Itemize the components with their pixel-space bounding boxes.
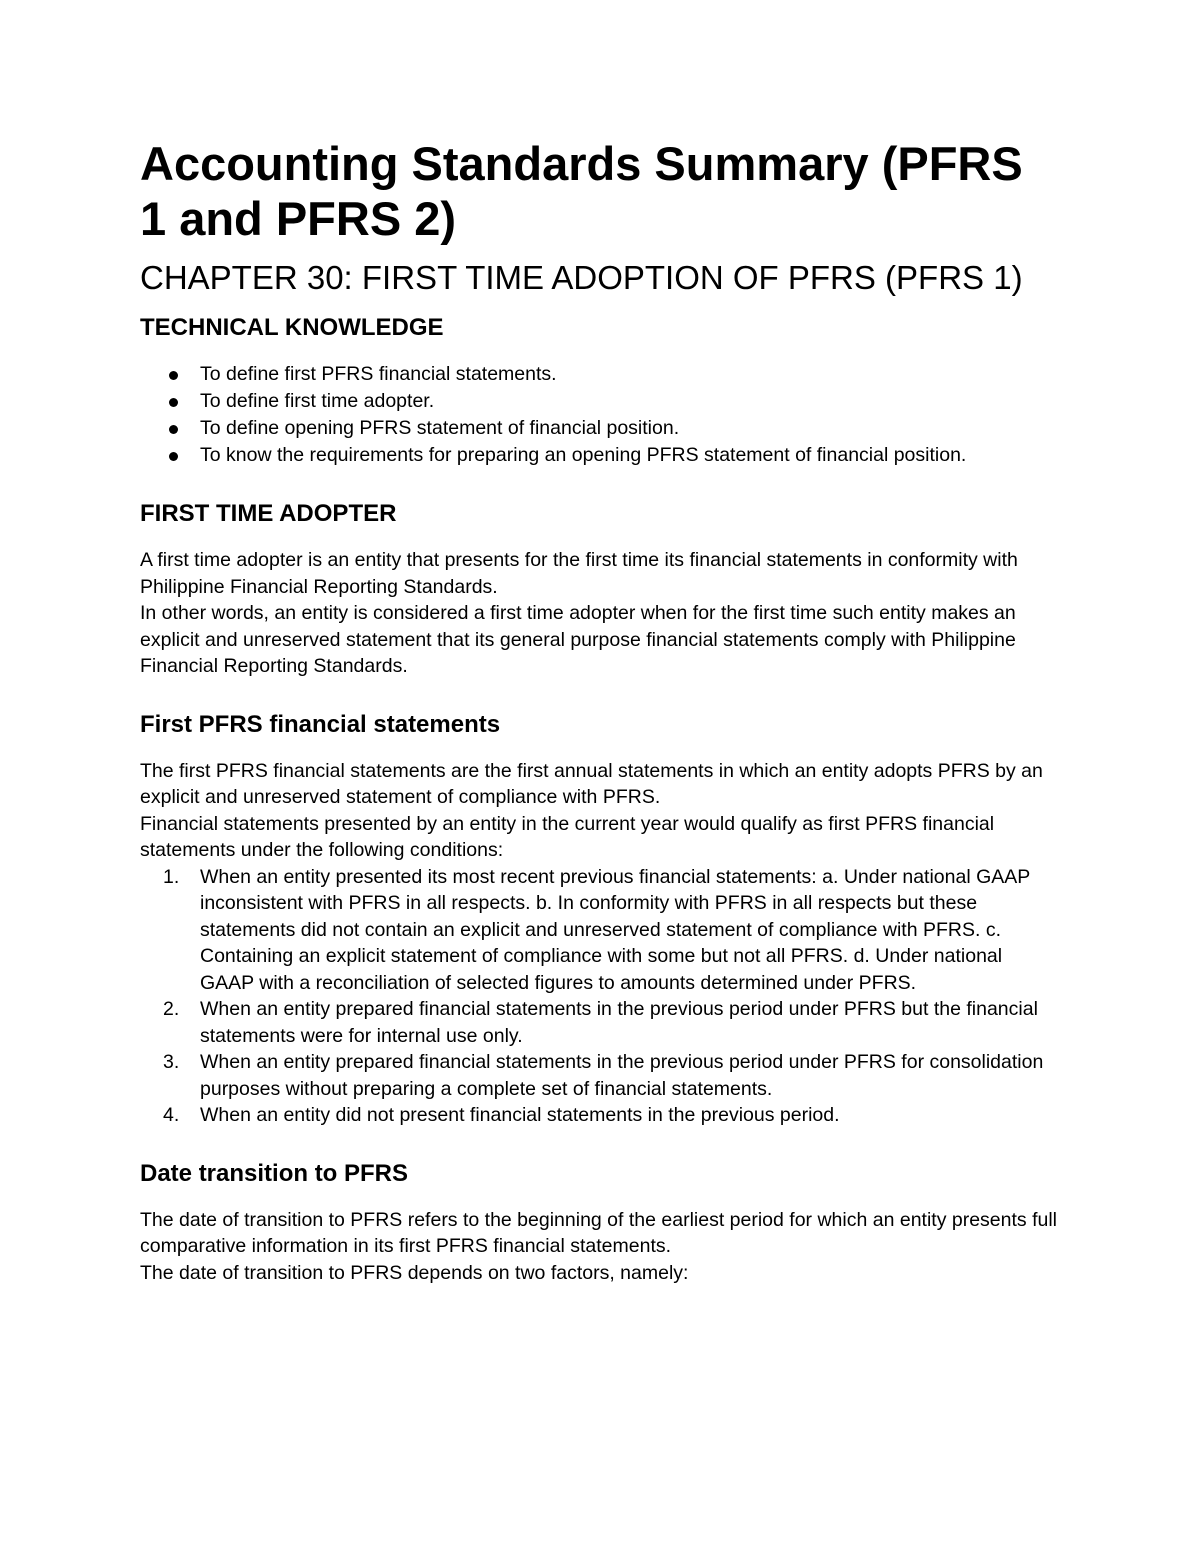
list-item <box>200 415 1060 442</box>
list-item-text: When an entity presented its most recent previous financial statements: a. Under national GAAP inconsistent with PFRS in all respects. b. In conformity with PFRS in all respects but these statements did not contain an explicit and unreserved statement of compliance with PFRS. c. Containing an explicit statement of compliance with some but not all PFRS. d. Under national GAAP with a reconciliation of selected figures to amounts determined under PFRS. <box>200 865 1030 994</box>
list-number: 1. <box>163 865 180 888</box>
list-item-text: To define first PFRS financial statements. <box>200 363 557 385</box>
date-transition-heading: Date transition to PFRS <box>140 1159 409 1187</box>
list-item-text: To know the requirements for preparing an opening PFRS statement of financial position. <box>200 444 967 466</box>
technical-knowledge-list <box>140 361 1060 469</box>
paragraph: The first PFRS financial statements are the first annual statements in which an entity adopts PFRS by an explicit and unreserved statement of compliance with PFRS. <box>140 759 1043 808</box>
paragraph: The date of transition to PFRS refers to the beginning of the earliest period for which an entity presents full comparative information in its first PFRS financial statements. <box>140 1208 1058 1257</box>
list-item-text: When an entity prepared financial statements in the previous period under PFRS but the financial statements were for internal use only. <box>200 998 1038 1047</box>
list-item <box>163 1102 1060 1129</box>
paragraph: A first time adopter is an entity that presents for the first time its financial statements in conformity with Philippine Financial Reporting Standards. <box>140 549 1018 598</box>
first-pfrs-fs-heading: First PFRS financial statements <box>140 710 501 738</box>
document-title: Accounting Standards Summary (PFRS 1 and PFRS 2) <box>140 137 1023 245</box>
list-item <box>163 1049 1060 1102</box>
list-number: 2. <box>163 998 180 1020</box>
list-item-text: When an entity prepared financial statements in the previous period under PFRS for consolidation purposes without preparing a complete set of financial statements. <box>200 1051 1044 1100</box>
bullet-icon <box>169 398 178 407</box>
list-number: 3. <box>163 1051 180 1073</box>
list-item <box>200 442 1060 469</box>
bullet-icon <box>169 425 178 434</box>
bullet-icon <box>169 452 178 461</box>
list-item-text: When an entity did not present financial statements in the previous period. <box>200 1104 840 1126</box>
paragraph: Financial statements presented by an entity in the current year would qualify as first PFRS financial statements under the following conditions: <box>140 812 995 861</box>
list-item-text: To define opening PFRS statement of financial position. <box>200 417 680 439</box>
conditions-list <box>140 864 1060 1129</box>
list-item <box>163 864 1060 997</box>
list-item-text: To define first time adopter. <box>200 390 435 412</box>
paragraph: The date of transition to PFRS depends on two factors, namely: <box>140 1261 689 1284</box>
list-item <box>200 361 1060 388</box>
list-number: 4. <box>163 1104 180 1126</box>
list-item <box>163 996 1060 1049</box>
bullet-icon <box>169 371 178 380</box>
first-time-adopter-heading: FIRST TIME ADOPTER <box>140 500 397 527</box>
paragraph: In other words, an entity is considered a first time adopter when for the first time such entity makes an explicit and unreserved statement that its general purpose financial statements comply with Philippine Financial Reporting Standards. <box>140 602 1016 677</box>
technical-knowledge-heading: TECHNICAL KNOWLEDGE <box>140 314 444 341</box>
chapter-heading: CHAPTER 30: FIRST TIME ADOPTION OF PFRS (PFRS 1) <box>140 259 1023 296</box>
list-item <box>200 388 1060 415</box>
